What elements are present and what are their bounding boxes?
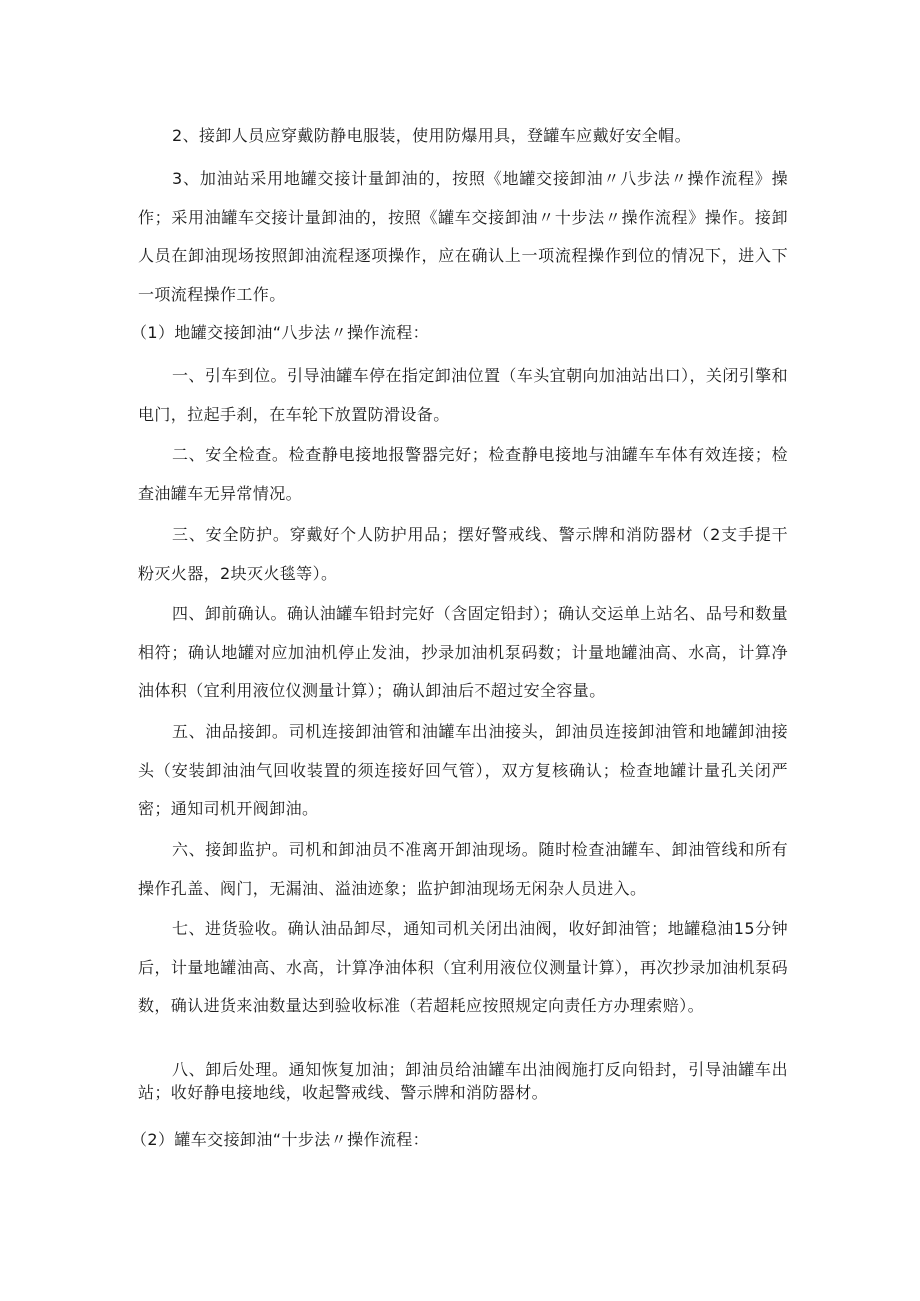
step-two: 二、安全检查。检查静电接地报警器完好；检查静电接地与油罐车车体有效连接；检查油罐车无异常情况。 bbox=[138, 445, 788, 503]
step-four: 四、卸前确认。确认油罐车铅封完好（含固定铅封）；确认交运单上站名、品号和数量相符；确认地罐对应加油机停止发油，抄录加油机泵码数；计量地罐油高、水高，计算净油体积（宜利用液位仪测量计算）；确认卸油后不超过安全容量。 bbox=[138, 604, 788, 700]
step-one: 一、引车到位。引导油罐车停在指定卸油位置（车头宜朝向加油站出口），关闭引擎和电门，拉起手刹，在车轮下放置防滑设备。 bbox=[138, 366, 788, 424]
step-three: 三、安全防护。穿戴好个人防护用品；摆好警戒线、警示牌和消防器材（2支手提干粉灭火器，2块灭火毯等）。 bbox=[138, 525, 788, 583]
paragraph-item-2: 2、接卸人员应穿戴防静电服装，使用防爆用具，登罐车应戴好安全帽。 bbox=[172, 126, 691, 145]
step-eight: 八、卸后处理。通知恢复加油；卸油员给油罐车出油阀施打反向铅封，引导油罐车出站；收好静电接地线，收起警戒线、警示牌和消防器材。 bbox=[138, 1060, 788, 1102]
paragraph-item-3: 3、加油站采用地罐交接计量卸油的，按照《地罐交接卸油〃八步法〃操作流程》操作；采用油罐车交接计量卸油的，按照《罐车交接卸油〃十步法〃操作流程》操作。接卸人员在卸油现场按照卸油流程逐项操作，应在确认上一项流程操作到位的情况下，进入下一项流程操作工作。 bbox=[138, 169, 788, 304]
section-heading-eight-steps: （1）地罐交接卸油“八步法〃操作流程： bbox=[131, 323, 430, 342]
step-five: 五、油品接卸。司机连接卸油管和油罐车出油接头，卸油员连接卸油管和地罐卸油接头（安装卸油油气回收装置的须连接好回气管），双方复核确认；检查地罐计量孔关闭严密；通知司机开阀卸油。 bbox=[138, 722, 788, 818]
step-seven: 七、进货验收。确认油品卸尽，通知司机关闭出油阀，收好卸油管；地罐稳油15分钟后，计量地罐油高、水高，计算净油体积（宜利用液位仪测量计算），再次抄录加油机泵码数，确认进货来油数量达到验收标准（若超耗应按照规定向责任方办理索赔）。 bbox=[138, 919, 788, 1015]
step-six: 六、接卸监护。司机和卸油员不准离开卸油现场。随时检查油罐车、卸油管线和所有操作孔盖、阀门，无漏油、溢油迹象；监护卸油现场无闲杂人员进入。 bbox=[138, 840, 788, 898]
section-heading-ten-steps: （2）罐车交接卸油“十步法〃操作流程： bbox=[131, 1130, 430, 1149]
